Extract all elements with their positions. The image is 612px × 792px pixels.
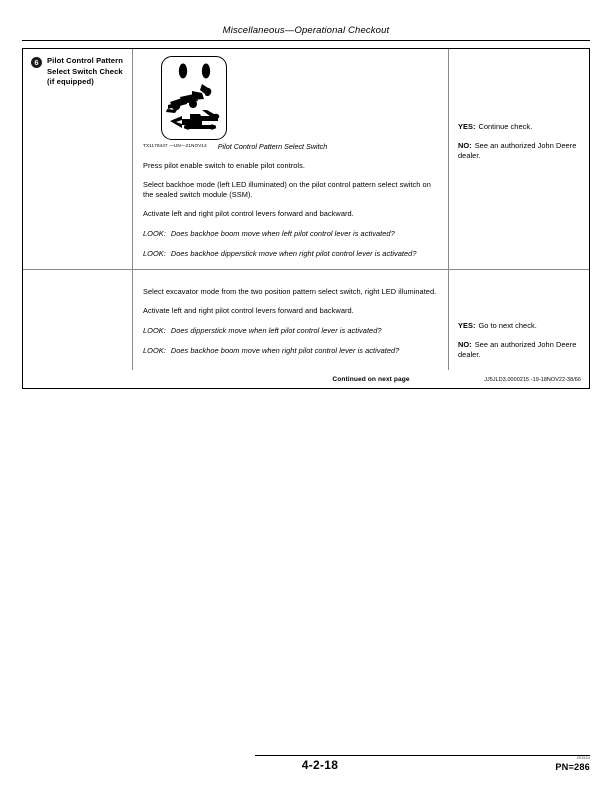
look-text: Does backhoe dipperstick move when right pilot control lever is activated? <box>170 249 417 258</box>
look-tag: LOOK: <box>143 346 166 355</box>
look-text: Does backhoe boom move when left pilot control lever is activated? <box>170 229 395 238</box>
answer-no-text: See an authorized John Deere dealer. <box>458 141 577 160</box>
figure-id: TX1178447 —UN—21NOV14 <box>143 143 207 148</box>
figure-block <box>143 56 438 151</box>
answer-no-key: NO: <box>458 340 472 349</box>
check-body-cell <box>133 270 449 370</box>
check-answer-cell <box>449 49 589 269</box>
table-row <box>23 269 589 370</box>
pn-label: PN=286 <box>555 762 590 772</box>
table-footer <box>23 370 589 388</box>
operational-checkout-table <box>22 48 590 389</box>
check-title: Pilot Control Pattern Select Switch Check (if equipped) <box>47 56 123 86</box>
answer-yes-key: YES: <box>458 122 476 131</box>
look-tag: LOOK: <box>143 326 166 335</box>
date-code: 091524 <box>576 756 590 760</box>
answer-yes-text: Go to next check. <box>478 321 537 330</box>
look-text: Does dipperstick move when left pilot control lever is activated? <box>170 326 382 335</box>
check-label-cell-empty <box>23 270 133 370</box>
continued-on-next-page: Continued on next page <box>332 376 410 383</box>
answer-yes-text: Continue check. <box>478 122 533 131</box>
look-line <box>143 229 438 239</box>
pilot-control-pattern-select-switch-symbol <box>161 56 227 140</box>
check-step: Select excavator mode from the two position pattern select switch, right LED illuminated. <box>143 287 437 296</box>
page-number: 4-2-18 <box>301 758 339 772</box>
look-line <box>143 326 438 336</box>
check-answer-cell <box>449 270 589 370</box>
answer-yes <box>458 122 581 132</box>
look-tag: LOOK: <box>143 249 166 258</box>
footer-divider-rule <box>255 755 590 756</box>
check-number-badge: 6 <box>31 57 42 68</box>
pn-block <box>555 756 590 772</box>
check-step: Select backhoe mode (left LED illuminated) on the pilot control pattern select switch on the sealed switch module (SSM). <box>143 180 431 199</box>
look-line <box>143 346 438 356</box>
running-header <box>22 20 590 38</box>
check-label-cell <box>23 49 133 269</box>
answer-yes <box>458 321 581 331</box>
answer-no-text: See an authorized John Deere dealer. <box>458 340 577 359</box>
check-step: Activate left and right pilot control levers forward and backward. <box>143 209 354 218</box>
check-step: Activate left and right pilot control levers forward and backward. <box>143 306 354 315</box>
table-row <box>23 49 589 269</box>
look-line <box>143 249 438 259</box>
check-step: Press pilot enable switch to enable pilot controls. <box>143 161 305 170</box>
figure-caption: Pilot Control Pattern Select Switch <box>217 142 328 151</box>
running-header-title: Miscellaneous—Operational Checkout <box>222 25 390 36</box>
look-text: Does backhoe boom move when right pilot control lever is activated? <box>170 346 400 355</box>
document-code: JJ5JLD3,0000215 -19-18NOV22-38/66 <box>484 377 581 383</box>
answer-yes-key: YES: <box>458 321 476 330</box>
check-body-cell <box>133 49 449 269</box>
answer-no <box>458 141 581 161</box>
answer-no-key: NO: <box>458 141 472 150</box>
answer-no <box>458 340 581 360</box>
look-tag: LOOK: <box>143 229 166 238</box>
header-divider-rule <box>22 40 590 41</box>
